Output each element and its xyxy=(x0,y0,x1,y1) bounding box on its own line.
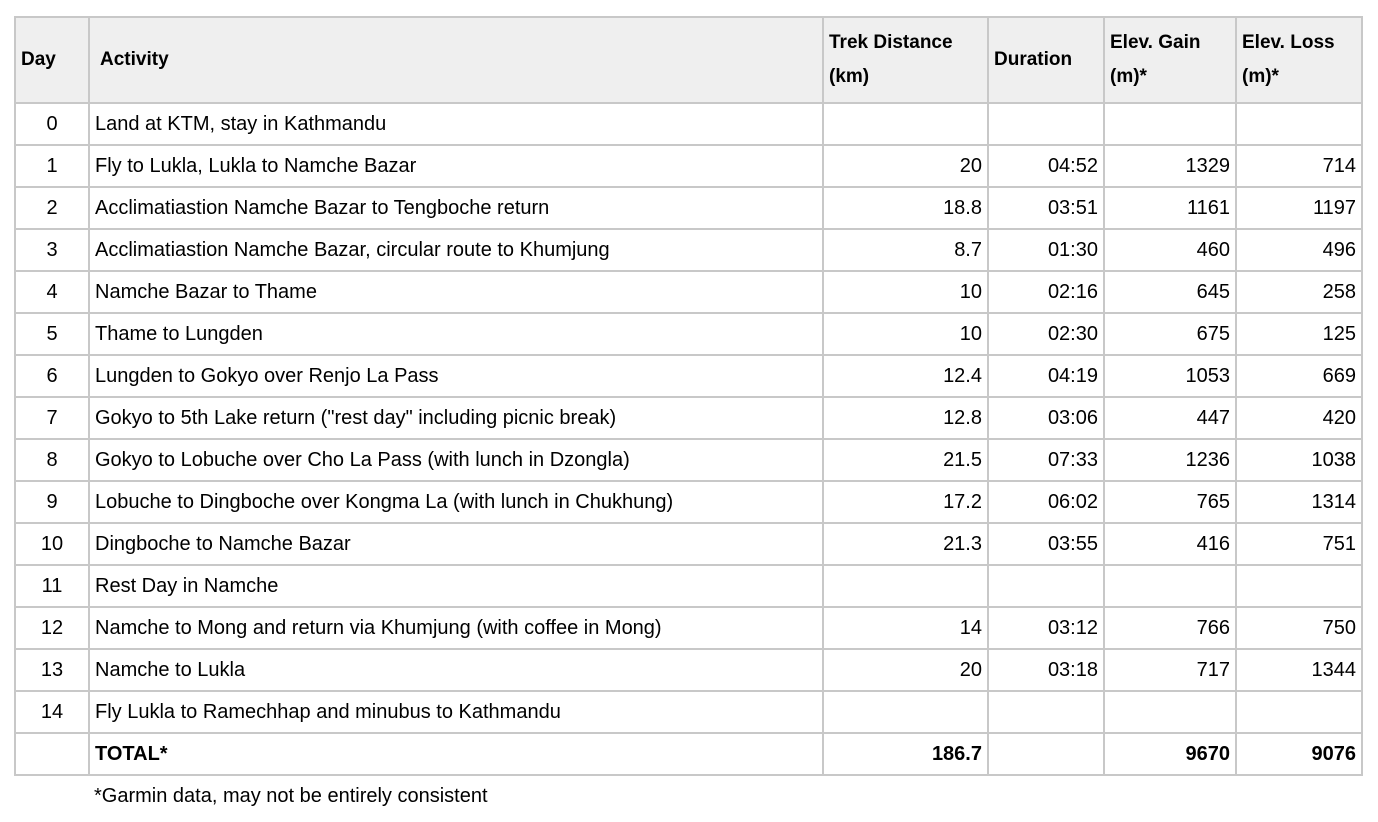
table-row xyxy=(15,103,1362,145)
day-cell: 2 xyxy=(15,187,89,229)
day-cell: 3 xyxy=(15,229,89,271)
duration-cell: 02:30 xyxy=(988,313,1104,355)
elev-loss-cell xyxy=(1236,565,1362,607)
table-row xyxy=(15,187,1362,229)
distance-cell: 17.2 xyxy=(823,481,988,523)
duration-cell xyxy=(988,103,1104,145)
duration-cell: 07:33 xyxy=(988,439,1104,481)
elev-loss-cell: 1197 xyxy=(1236,187,1362,229)
elev-gain-cell: 1161 xyxy=(1104,187,1236,229)
elev-gain-cell: 447 xyxy=(1104,397,1236,439)
table-row xyxy=(15,229,1362,271)
footnote: *Garmin data, may not be entirely consistent xyxy=(94,785,488,807)
activity-cell: Rest Day in Namche xyxy=(89,565,823,607)
elev-loss-cell: 258 xyxy=(1236,271,1362,313)
distance-cell xyxy=(823,565,988,607)
total-elev-gain: 9670 xyxy=(1104,733,1236,775)
day-cell: 10 xyxy=(15,523,89,565)
day-cell: 8 xyxy=(15,439,89,481)
distance-cell: 21.3 xyxy=(823,523,988,565)
day-cell: 9 xyxy=(15,481,89,523)
elev-loss-cell: 714 xyxy=(1236,145,1362,187)
activity-cell: Dingboche to Namche Bazar xyxy=(89,523,823,565)
activity-cell: Namche Bazar to Thame xyxy=(89,271,823,313)
duration-cell xyxy=(988,565,1104,607)
table-row xyxy=(15,523,1362,565)
distance-cell xyxy=(823,691,988,733)
table-row xyxy=(15,271,1362,313)
header-distance-line1: Trek Distance xyxy=(829,32,953,53)
elev-loss-cell: 1344 xyxy=(1236,649,1362,691)
day-cell: 0 xyxy=(15,103,89,145)
duration-cell: 02:16 xyxy=(988,271,1104,313)
duration-cell xyxy=(988,691,1104,733)
header-elev-loss xyxy=(1236,17,1362,103)
elev-loss-cell: 496 xyxy=(1236,229,1362,271)
activity-cell: Fly to Lukla, Lukla to Namche Bazar xyxy=(89,145,823,187)
total-day-cell xyxy=(15,733,89,775)
duration-cell: 03:18 xyxy=(988,649,1104,691)
header-distance xyxy=(823,17,988,103)
elev-loss-cell: 125 xyxy=(1236,313,1362,355)
elev-gain-cell xyxy=(1104,565,1236,607)
distance-cell: 8.7 xyxy=(823,229,988,271)
total-label: TOTAL* xyxy=(89,733,823,775)
distance-cell: 20 xyxy=(823,649,988,691)
total-elev-loss: 9076 xyxy=(1236,733,1362,775)
elev-loss-cell: 420 xyxy=(1236,397,1362,439)
duration-cell: 03:12 xyxy=(988,607,1104,649)
elev-gain-cell xyxy=(1104,691,1236,733)
elev-loss-cell: 751 xyxy=(1236,523,1362,565)
header-activity: Activity xyxy=(89,17,823,103)
distance-cell: 12.4 xyxy=(823,355,988,397)
total-duration xyxy=(988,733,1104,775)
elev-loss-cell: 1314 xyxy=(1236,481,1362,523)
header-gain-line2: (m)* xyxy=(1110,66,1147,87)
header-distance-line2: (km) xyxy=(829,66,870,87)
header-day: Day xyxy=(15,17,89,103)
distance-cell: 18.8 xyxy=(823,187,988,229)
activity-cell: Namche to Lukla xyxy=(89,649,823,691)
table-row xyxy=(15,355,1362,397)
header-loss-line1: Elev. Loss xyxy=(1242,32,1335,53)
table-row xyxy=(15,439,1362,481)
activity-cell: Land at KTM, stay in Kathmandu xyxy=(89,103,823,145)
header-elev-gain xyxy=(1104,17,1236,103)
distance-cell: 10 xyxy=(823,313,988,355)
day-cell: 13 xyxy=(15,649,89,691)
elev-loss-cell: 669 xyxy=(1236,355,1362,397)
elev-gain-cell: 1329 xyxy=(1104,145,1236,187)
distance-cell: 10 xyxy=(823,271,988,313)
table-body xyxy=(15,103,1362,775)
day-cell: 4 xyxy=(15,271,89,313)
distance-cell: 21.5 xyxy=(823,439,988,481)
elev-gain-cell: 765 xyxy=(1104,481,1236,523)
duration-cell: 01:30 xyxy=(988,229,1104,271)
duration-cell: 04:19 xyxy=(988,355,1104,397)
elev-gain-cell xyxy=(1104,103,1236,145)
table-row xyxy=(15,313,1362,355)
day-cell: 11 xyxy=(15,565,89,607)
table-row xyxy=(15,397,1362,439)
table-row xyxy=(15,649,1362,691)
duration-cell: 06:02 xyxy=(988,481,1104,523)
elev-gain-cell: 645 xyxy=(1104,271,1236,313)
activity-cell: Namche to Mong and return via Khumjung (with coffee in Mong) xyxy=(89,607,823,649)
elev-gain-cell: 675 xyxy=(1104,313,1236,355)
duration-cell: 03:55 xyxy=(988,523,1104,565)
elev-loss-cell: 1038 xyxy=(1236,439,1362,481)
activity-cell: Gokyo to Lobuche over Cho La Pass (with lunch in Dzongla) xyxy=(89,439,823,481)
activity-cell: Gokyo to 5th Lake return ("rest day" including picnic break) xyxy=(89,397,823,439)
elev-loss-cell: 750 xyxy=(1236,607,1362,649)
table-row xyxy=(15,691,1362,733)
elev-gain-cell: 1236 xyxy=(1104,439,1236,481)
day-cell: 1 xyxy=(15,145,89,187)
distance-cell: 20 xyxy=(823,145,988,187)
table-row xyxy=(15,565,1362,607)
day-cell: 12 xyxy=(15,607,89,649)
header-row xyxy=(15,17,1362,103)
header-loss-line2: (m)* xyxy=(1242,66,1279,87)
elev-gain-cell: 717 xyxy=(1104,649,1236,691)
elev-loss-cell xyxy=(1236,103,1362,145)
elev-gain-cell: 416 xyxy=(1104,523,1236,565)
elev-gain-cell: 460 xyxy=(1104,229,1236,271)
elev-gain-cell: 766 xyxy=(1104,607,1236,649)
day-cell: 14 xyxy=(15,691,89,733)
activity-cell: Lungden to Gokyo over Renjo La Pass xyxy=(89,355,823,397)
table-row xyxy=(15,481,1362,523)
distance-cell: 12.8 xyxy=(823,397,988,439)
activity-cell: Acclimatiastion Namche Bazar, circular route to Khumjung xyxy=(89,229,823,271)
day-cell: 5 xyxy=(15,313,89,355)
activity-cell: Thame to Lungden xyxy=(89,313,823,355)
activity-cell: Acclimatiastion Namche Bazar to Tengboche return xyxy=(89,187,823,229)
day-cell: 7 xyxy=(15,397,89,439)
table-row xyxy=(15,607,1362,649)
duration-cell: 04:52 xyxy=(988,145,1104,187)
trek-summary-table xyxy=(14,16,1363,776)
total-row xyxy=(15,733,1362,775)
distance-cell xyxy=(823,103,988,145)
elev-loss-cell xyxy=(1236,691,1362,733)
day-cell: 6 xyxy=(15,355,89,397)
duration-cell: 03:06 xyxy=(988,397,1104,439)
table-header xyxy=(15,17,1362,103)
header-duration: Duration xyxy=(988,17,1104,103)
distance-cell: 14 xyxy=(823,607,988,649)
total-distance: 186.7 xyxy=(823,733,988,775)
activity-cell: Lobuche to Dingboche over Kongma La (with lunch in Chukhung) xyxy=(89,481,823,523)
table-row xyxy=(15,145,1362,187)
header-gain-line1: Elev. Gain xyxy=(1110,32,1201,53)
duration-cell: 03:51 xyxy=(988,187,1104,229)
elev-gain-cell: 1053 xyxy=(1104,355,1236,397)
activity-cell: Fly Lukla to Ramechhap and minubus to Kathmandu xyxy=(89,691,823,733)
